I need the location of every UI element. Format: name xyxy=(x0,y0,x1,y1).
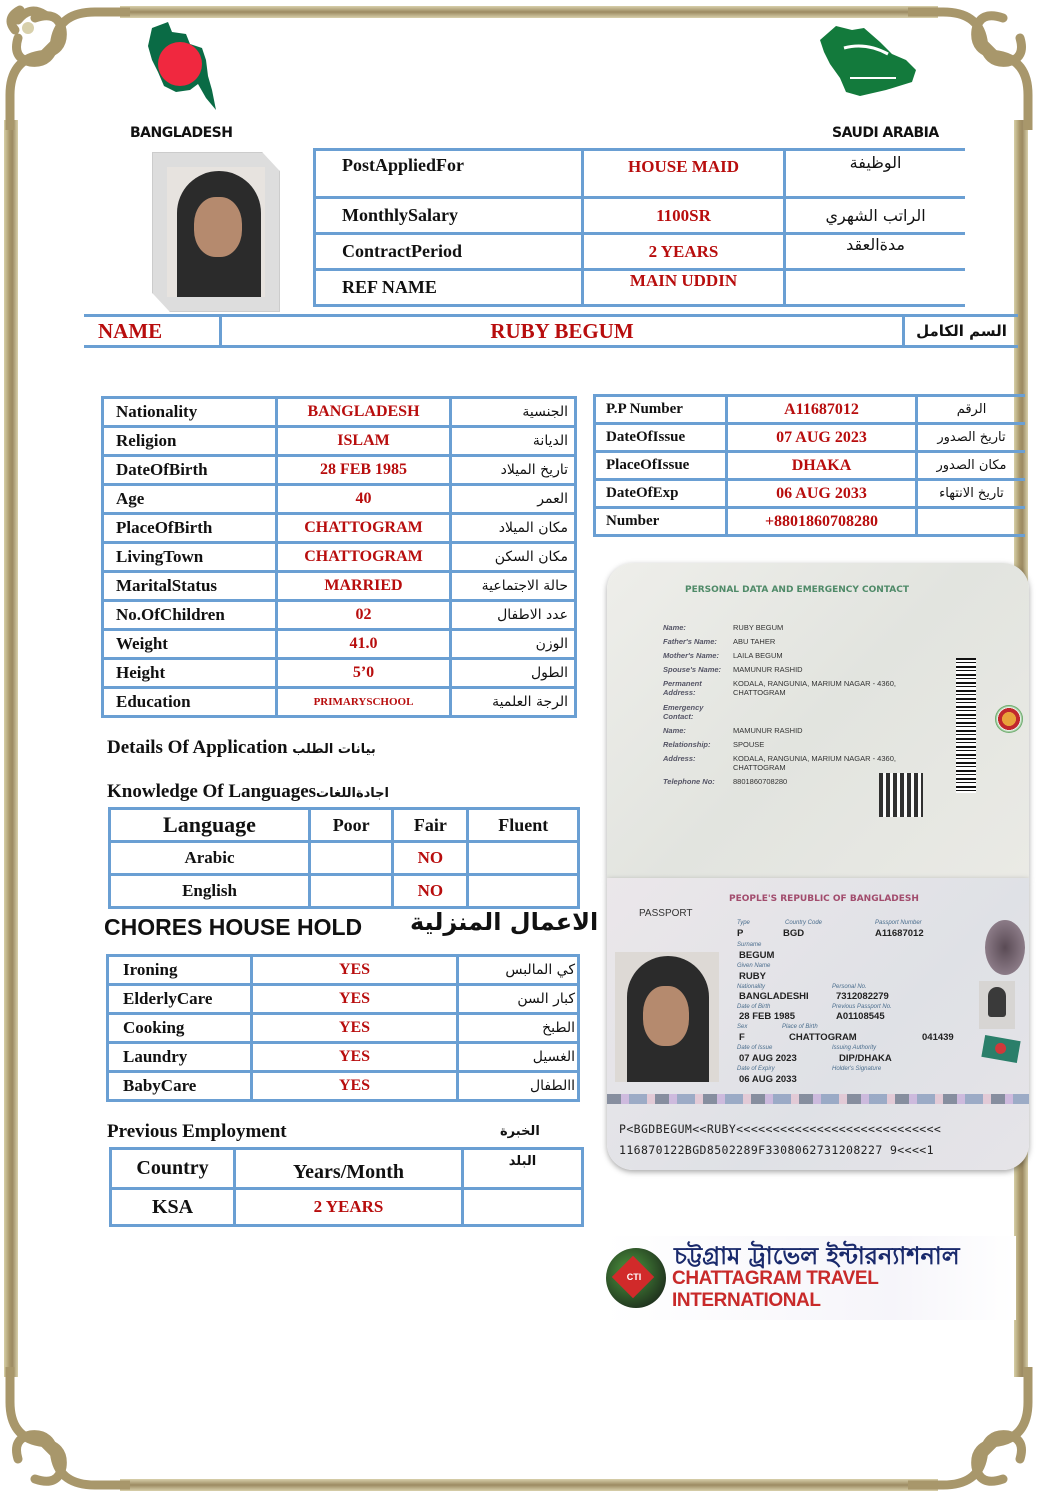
field-value: 41.0 xyxy=(277,630,451,659)
hologram-strip xyxy=(607,1094,1029,1104)
caption: Date of Issue xyxy=(737,1045,773,1051)
monthly-salary-arabic: الراتب الشهري xyxy=(785,198,965,234)
caption: Date of Expiry xyxy=(737,1066,775,1072)
passport-header: PEOPLE'S REPUBLIC OF BANGLADESH xyxy=(729,894,919,904)
mrz-line-1: P<BGDBEGUM<<RUBY<<<<<<<<<<<<<<<<<<<<<<<<<<<< xyxy=(619,1122,942,1136)
poor-cell xyxy=(310,842,393,875)
field-label: P.P Number xyxy=(595,396,727,424)
field-label: Name: xyxy=(663,726,686,735)
chore-label: Cooking xyxy=(108,1014,252,1043)
chore-arabic: الطبخ xyxy=(458,1014,579,1043)
field-arabic: تاريخ الصدور xyxy=(917,424,1026,452)
post-applied-label: PostAppliedFor xyxy=(315,150,583,198)
agency-initials: CTI xyxy=(626,1272,642,1282)
frame-border-bottom xyxy=(120,1479,938,1491)
field-value: KODALA, RANGUNIA, MARIUM NAGAR - 4360, CHATTOGRAM xyxy=(733,679,896,697)
field-arabic: عدد الاطفال xyxy=(451,601,576,630)
ref-name-arabic xyxy=(785,270,965,306)
field-value: A11687012 xyxy=(727,396,917,424)
field-label: Height xyxy=(103,659,277,688)
field-arabic: مكان الصدور xyxy=(917,452,1026,480)
table-row xyxy=(110,875,579,908)
field-label: Father's Name: xyxy=(663,637,717,646)
applicant-photo xyxy=(152,152,280,312)
name-arabic: السم الكامل xyxy=(902,317,1018,345)
country-cell: KSA xyxy=(111,1189,235,1226)
field-value: MAMUNUR RASHID xyxy=(733,665,803,674)
table-row xyxy=(595,424,1026,452)
field-label: DateOfIssue xyxy=(595,424,727,452)
languages-heading xyxy=(107,781,389,803)
caption: Surname xyxy=(737,942,762,948)
field-value: SPOUSE xyxy=(733,740,765,749)
field-value: CHATTOGRAM xyxy=(277,514,451,543)
chore-arabic: الغسيل xyxy=(458,1043,579,1072)
table-row xyxy=(111,1189,583,1226)
column-header: Language xyxy=(110,809,310,842)
chore-arabic: كبار السن xyxy=(458,985,579,1014)
place-of-birth: CHATTOGRAM xyxy=(789,1032,857,1043)
caption: Given Name xyxy=(737,963,771,969)
mrz-line-2: 116870122BGD8502289F3308062731208227 9<<<<1 xyxy=(619,1143,934,1157)
field-label: Religion xyxy=(103,427,277,456)
language-name: English xyxy=(110,875,310,908)
monthly-salary-label: MonthlySalary xyxy=(315,198,583,234)
chore-value: YES xyxy=(252,985,458,1014)
agency-name-bengali: চট্টগ্রাম ট্রাভেল ইন্টারন্যাশনাল xyxy=(674,1242,960,1270)
field-label: LivingTown xyxy=(103,543,277,572)
passport-back-title: PERSONAL DATA AND EMERGENCY CONTACT xyxy=(685,585,909,595)
chore-value: YES xyxy=(252,1043,458,1072)
column-header: البلد xyxy=(463,1149,583,1189)
corner-ornament-icon xyxy=(0,1367,130,1497)
table-row xyxy=(108,1043,579,1072)
field-arabic: مكان السكن xyxy=(451,543,576,572)
agency-logo xyxy=(604,1236,1016,1320)
field-value: 8801860708280 xyxy=(733,777,788,786)
nationality: BANGLADESHI xyxy=(739,991,809,1002)
field-value: 07 AUG 2023 xyxy=(727,424,917,452)
qr-code-icon xyxy=(879,773,923,817)
table-row xyxy=(108,985,579,1014)
chore-value: YES xyxy=(252,956,458,985)
national-emblem-icon xyxy=(995,705,1023,733)
saudi-map-flag-icon xyxy=(816,20,921,100)
chores-heading-arabic: الاعمال المنزلية xyxy=(410,908,599,936)
monthly-salary-value: 1100SR xyxy=(582,198,784,234)
table-row xyxy=(595,508,1026,536)
given-name: RUBY xyxy=(739,971,766,982)
full-name-row xyxy=(84,314,1018,348)
languages-table xyxy=(108,807,580,909)
passport-label: PASSPORT xyxy=(639,908,693,919)
field-arabic: العمر xyxy=(451,485,576,514)
field-label: PlaceOfIssue xyxy=(595,452,727,480)
field-label: Mother's Name: xyxy=(663,651,719,660)
field-label: DateOfExp xyxy=(595,480,727,508)
corner-ornament-icon xyxy=(908,1367,1038,1497)
field-arabic: الوزن xyxy=(451,630,576,659)
caption: Type xyxy=(737,920,750,926)
table-row xyxy=(595,480,1026,508)
passport-data-page-front xyxy=(607,878,1029,1170)
field-value: KODALA, RANGUNIA, MARIUM NAGAR - 4360, CHATTOGRAM xyxy=(733,754,896,772)
table-row xyxy=(103,601,576,630)
field-label: Emergency Contact: xyxy=(663,703,704,721)
field-label: MaritalStatus xyxy=(103,572,277,601)
table-row xyxy=(103,688,576,717)
poor-cell xyxy=(310,875,393,908)
details-heading-arabic: بيانات الطلب xyxy=(292,742,376,757)
bangladesh-flag-icon xyxy=(981,1035,1020,1063)
caption: Previous Passport No. xyxy=(832,1004,892,1010)
field-value: +8801860708280 xyxy=(727,508,917,536)
passport-number: A11687012 xyxy=(875,928,924,939)
field-value: BANGLADESH xyxy=(277,398,451,427)
field-arabic: الطول xyxy=(451,659,576,688)
post-applied-value: HOUSE MAID xyxy=(582,150,784,198)
secondary-photo xyxy=(979,981,1015,1029)
contract-period-arabic: مدةالعقد xyxy=(785,234,965,270)
table-row xyxy=(595,396,1026,424)
field-value xyxy=(733,703,933,721)
field-label: Spouse's Name: xyxy=(663,665,722,674)
ref-name-value: MAIN UDDIN xyxy=(582,270,784,306)
chore-label: BabyCare xyxy=(108,1072,252,1101)
contract-period-label: ContractPeriod xyxy=(315,234,583,270)
date-of-birth: 28 FEB 1985 xyxy=(739,1011,795,1022)
field-value: CHATTOGRAM xyxy=(277,543,451,572)
field-value: PRIMARYSCHOOL xyxy=(277,688,451,717)
field-arabic: الجنسية xyxy=(451,398,576,427)
field-label: Address: xyxy=(663,754,696,763)
code: 041439 xyxy=(922,1032,954,1043)
field-arabic: الديانة xyxy=(451,427,576,456)
contract-period-value: 2 YEARS xyxy=(582,234,784,270)
details-heading xyxy=(107,737,376,759)
passport-back-fields xyxy=(663,623,933,791)
saudi-arabia-label: SAUDI ARABIA xyxy=(832,125,939,141)
languages-heading-text: Knowledge Of Languages xyxy=(107,781,317,802)
column-header: Poor xyxy=(310,809,393,842)
previous-passport: A01108545 xyxy=(836,1011,885,1022)
previous-employment-heading-arabic: الخبرة xyxy=(500,1124,540,1139)
table-row xyxy=(103,630,576,659)
field-value: ABU TAHER xyxy=(733,637,776,646)
table-row xyxy=(103,659,576,688)
field-label: Relationship: xyxy=(663,740,711,749)
table-row xyxy=(103,572,576,601)
job-details-table xyxy=(313,148,965,307)
table-row xyxy=(103,485,576,514)
post-applied-arabic: الوظيفة xyxy=(785,150,965,198)
column-header: Fluent xyxy=(468,809,579,842)
ref-name-label: REF NAME xyxy=(315,270,583,306)
country-code: BGD xyxy=(783,928,805,939)
fair-cell: NO xyxy=(393,875,468,908)
field-label: Education xyxy=(103,688,277,717)
field-value: 02 xyxy=(277,601,451,630)
caption: Passport Number xyxy=(875,920,922,926)
field-value: RUBY BEGUM xyxy=(733,623,784,632)
previous-employment-table xyxy=(109,1147,584,1227)
table-row xyxy=(110,842,579,875)
field-value: 40 xyxy=(277,485,451,514)
field-value: MARRIED xyxy=(277,572,451,601)
personal-number: 7312082279 xyxy=(836,991,889,1002)
field-value: LAILA BEGUM xyxy=(733,651,783,660)
caption: Holder's Signature xyxy=(832,1066,882,1072)
field-value: DHAKA xyxy=(727,452,917,480)
field-value: ISLAM xyxy=(277,427,451,456)
field-label: DateOfBirth xyxy=(103,456,277,485)
caption: Place of Birth xyxy=(782,1024,818,1030)
field-label: Permanent Address: xyxy=(663,679,702,697)
field-arabic: تاريخ الميلاد xyxy=(451,456,576,485)
language-name: Arabic xyxy=(110,842,310,875)
chore-arabic: كي المالبس xyxy=(458,956,579,985)
field-label: Weight xyxy=(103,630,277,659)
field-arabic: الرجة العلمية xyxy=(451,688,576,717)
bangladesh-map-flag-icon xyxy=(146,20,222,112)
field-label: Telephone No: xyxy=(663,777,715,786)
caption: Sex xyxy=(737,1024,748,1030)
field-arabic xyxy=(917,508,1026,536)
table-row xyxy=(103,543,576,572)
passport-data-page-back xyxy=(607,563,1029,878)
column-header: Country xyxy=(111,1149,235,1189)
caption: Issuing Authority xyxy=(832,1045,877,1051)
field-label: Name: xyxy=(663,623,686,632)
personal-details-table xyxy=(101,396,577,718)
table-row xyxy=(108,1072,579,1101)
extra-cell xyxy=(463,1189,583,1226)
field-arabic: الرقم xyxy=(917,396,1026,424)
date-of-issue: 07 AUG 2023 xyxy=(739,1053,797,1064)
caption: Personal No. xyxy=(832,984,867,990)
field-label: No.OfChildren xyxy=(103,601,277,630)
date-of-expiry: 06 AUG 2033 xyxy=(739,1074,797,1085)
field-label: PlaceOfBirth xyxy=(103,514,277,543)
chores-heading: CHORES HOUSE HOLD xyxy=(104,914,363,940)
duration-cell: 2 YEARS xyxy=(235,1189,463,1226)
bangladesh-label: BANGLADESH xyxy=(130,125,233,141)
passport-photo xyxy=(615,952,719,1082)
frame-border-top xyxy=(120,6,938,18)
name-value: RUBY BEGUM xyxy=(490,318,634,343)
field-value: 5’0 xyxy=(277,659,451,688)
chore-label: Ironing xyxy=(108,956,252,985)
corner-ornament-icon xyxy=(908,0,1038,130)
table-row xyxy=(103,427,576,456)
fair-cell: NO xyxy=(393,842,468,875)
name-label: NAME xyxy=(84,317,222,345)
field-value: 28 FEB 1985 xyxy=(277,456,451,485)
caption: Date of Birth xyxy=(737,1004,771,1010)
field-value: 06 AUG 2033 xyxy=(727,480,917,508)
languages-heading-arabic: اجادةاللغات xyxy=(316,786,390,801)
fluent-cell xyxy=(468,842,579,875)
chore-value: YES xyxy=(252,1072,458,1101)
column-header: Fair xyxy=(393,809,468,842)
field-arabic: مكان الميلاد xyxy=(451,514,576,543)
agency-name-english: CHATTAGRAM TRAVEL INTERNATIONAL xyxy=(672,1268,879,1311)
table-row xyxy=(103,514,576,543)
chore-label: ElderlyCare xyxy=(108,985,252,1014)
passport-type: P xyxy=(737,928,744,939)
table-row xyxy=(108,956,579,985)
chore-value: YES xyxy=(252,1014,458,1043)
surname: BEGUM xyxy=(739,950,775,961)
field-label: Number xyxy=(595,508,727,536)
chore-label: Laundry xyxy=(108,1043,252,1072)
field-arabic: حالة الاجتماعية xyxy=(451,572,576,601)
details-heading-text: Details Of Application xyxy=(107,737,288,758)
field-arabic: تاريخ الانتهاء xyxy=(917,480,1026,508)
passport-details-table xyxy=(593,394,1025,537)
sex: F xyxy=(739,1032,745,1043)
field-label: Nationality xyxy=(103,398,277,427)
ghost-image-icon xyxy=(985,920,1025,975)
frame-border-left xyxy=(4,120,18,1377)
caption: Nationality xyxy=(737,984,766,990)
field-label: Age xyxy=(103,485,277,514)
table-row xyxy=(103,456,576,485)
field-value: MAMUNUR RASHID xyxy=(733,726,803,735)
caption: Country Code xyxy=(785,920,823,926)
issuing-authority: DIP/DHAKA xyxy=(839,1053,892,1064)
chore-arabic: االطفال xyxy=(458,1072,579,1101)
chores-table xyxy=(106,954,580,1102)
column-header: Years/Month xyxy=(235,1149,463,1189)
fluent-cell xyxy=(468,875,579,908)
barcode-icon xyxy=(956,658,976,793)
previous-employment-heading: Previous Employment xyxy=(107,1121,287,1142)
table-row xyxy=(103,398,576,427)
corner-ornament-icon xyxy=(0,0,130,130)
table-row xyxy=(108,1014,579,1043)
table-row xyxy=(595,452,1026,480)
